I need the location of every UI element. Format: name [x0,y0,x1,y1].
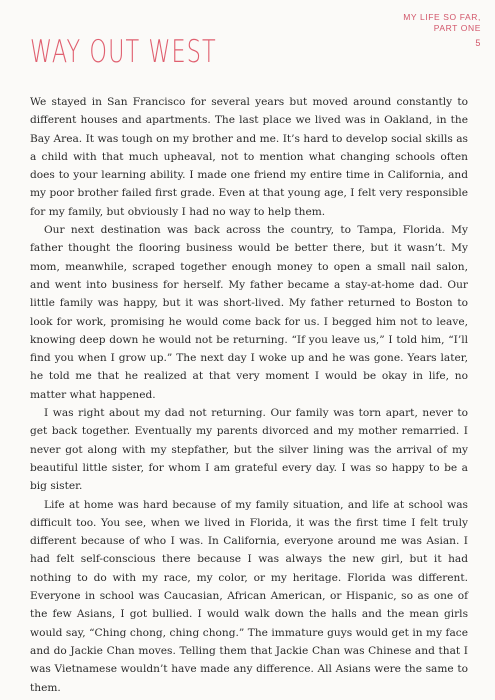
book-title-line2: PART ONE [433,23,481,33]
body-text [30,93,468,697]
chapter-title: WAY OUT WEST [30,34,217,70]
paragraph: We stayed in San Francisco for several years but moved around constantly to different houses and apartments. The last place we lived was in Oakland, in the Bay Area. It was tough on my brother and me. It’s hard to develop social skills as a child with that much upheaval, not to mention what changing schools often does to your learning ability. I made one friend my entire time in California, and my poor brother failed first grade. Even at that young age, I felt very responsible for my family, but obviously I had no way to help them. [30,96,468,218]
running-head [403,12,481,49]
paragraph: Our next destination was back across the country, to Tampa, Florida. My father thought the flooring business would be better there, but it wasn’t. My mom, meanwhile, scraped together enough money to open a small nail salon, and went into business for herself. My father became a stay-at-home dad. Our little family was happy, but it was short-lived. My father returned to Boston to look for work, promising he would come back for us. I begged him not to leave, knowing deep down he would not be returning. “If you leave us,” I told him, “I’ll find you when I grow up.” The next day I woke up and he was gone. Years later, he told me that he realized at that very moment I would be okay in life, no matter what happened. [30,224,468,401]
paragraph: Life at home was hard because of my family situation, and life at school was difficult too. You see, when we lived in Florida, it was the first time I felt truly different because of who I was. In California, everyone around me was Asian. I had felt self-conscious there because I was always the new girl, but it had nothing to do with my race, my color, or my heritage. Florida was different. Everyone in school was Caucasian, African American, or Hispanic, so as one of the few Asians, I got bullied. I would walk down the halls and the mean girls would say, “Ching chong, ching chong.” The immature guys would get in my face and do Jackie Chan moves. Telling them that Jackie Chan was Chinese and that I was Vietnamese wouldn’t have made any difference. All Asians were the same to them. [30,498,468,694]
paragraph: I was right about my dad not returning. Our family was torn apart, never to get back together. Eventually my parents divorced and my mother remarried. I never got along with my stepfather, but the silver lining was the arrival of my beautiful little sister, for whom I am grateful every day. I was so happy to be a big sister. [30,407,468,493]
book-title-line1: MY LIFE SO FAR, [403,12,481,22]
page-number: 5 [475,38,481,48]
